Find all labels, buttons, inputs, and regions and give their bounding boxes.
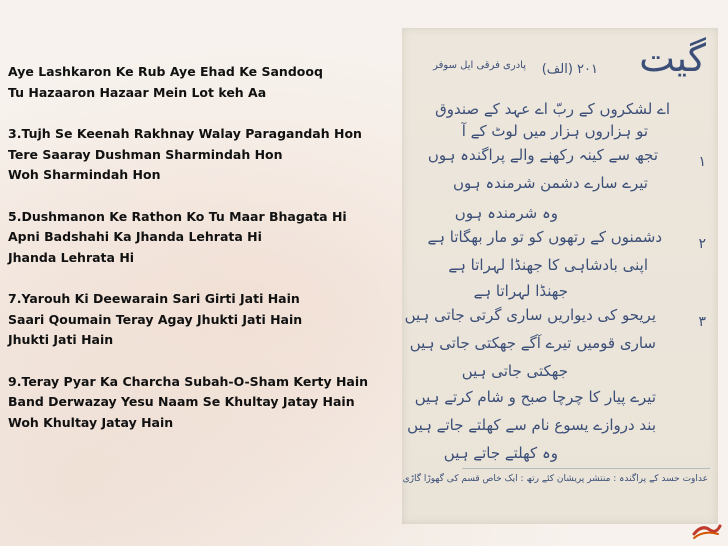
footer-divider	[462, 468, 710, 469]
hymn-number: ۲۰۱ (الف)	[541, 62, 598, 77]
lyric-line: Aye Lashkaron Ke Rub Aye Ehad Ke Sandooq	[8, 64, 323, 79]
urdu-line: یریحو کی دیواریں ساری گرتی جاتی ہیں	[404, 306, 656, 324]
lyric-line: Jhanda Lehrata Hi	[8, 249, 135, 265]
lyric-line: Band Derwazay Yesu Naam Se Khultay Jatay Hain	[8, 394, 355, 409]
urdu-line: ساری قومیں تیرے آگے جھکتی جاتی ہیں	[409, 334, 656, 352]
urdu-line: جھکتی جاتی ہیں	[461, 362, 568, 380]
slideshare-logo-icon	[692, 520, 722, 540]
urdu-line: اپنی بادشاہی کا جھنڈا لہراتا ہے	[448, 256, 648, 274]
lyric-line: Jhukti Jati Hain	[8, 332, 114, 347]
lyric-line: Tu Hazaaron Hazaar Mein Lot keh Aa	[8, 84, 267, 100]
urdu-line: تیرے پیار کا چرچا صبح و شام کرتے ہیں	[414, 388, 656, 406]
urdu-line: تجھ سے کینہ رکھنے والے پراگندہ ہوں	[427, 146, 658, 164]
urdu-line: بند دروازے یسوع نام سے کھلتے جاتے ہیں	[407, 416, 656, 434]
urdu-line: تیرے سارے دشمن شرمندہ ہوں	[453, 174, 648, 192]
urdu-line: دشمنوں کے رتھوں کو تو مار بھگاتا ہے	[427, 228, 662, 246]
lyrics-text-block	[8, 62, 403, 433]
lyric-line: Woh Sharmindah Hon	[8, 167, 161, 182]
stanza-number: ۳	[698, 314, 706, 330]
footnote: عداوت حسد کے پراگندہ : منتشر پریشان کئے رتھ : ایک خاص قسم کی گھوڑا گاڑی	[402, 474, 708, 484]
lyric-line: 9.Teray Pyar Ka Charcha Subah-O-Sham Kerty Hain	[8, 373, 369, 389]
lyric-line: 5.Dushmanon Ke Rathon Ko Tu Maar Bhagata Hi	[8, 208, 347, 224]
urdu-line: وہ کھلتے جاتے ہیں	[443, 444, 558, 462]
stanza-number: ۲	[698, 236, 706, 252]
lyric-line: Tere Saaray Dushman Sharmindah Hon	[8, 146, 283, 162]
urdu-line: جھنڈا لہراتا ہے	[473, 282, 568, 300]
lyric-line: Saari Qoumain Teray Agay Jhukti Jati Hain	[8, 311, 303, 327]
urdu-line: اے لشکروں کے ربّ اے عہد کے صندوق	[435, 100, 670, 118]
lyric-line: Apni Badshahi Ka Jhanda Lehrata Hi	[8, 229, 262, 244]
scanned-urdu-hymn-page	[402, 28, 718, 524]
hymn-author: پادری فرقی ایل سوفر	[433, 60, 526, 71]
lyric-line: Woh Khultay Jatay Hain	[8, 414, 174, 430]
urdu-line: تو ہزاروں ہزار میں لوٹ کے آ	[461, 122, 648, 140]
lyric-line: 7.Yarouh Ki Deewarain Sari Girti Jati Hain	[8, 291, 300, 306]
stanza-number: ۱	[698, 154, 706, 170]
urdu-line: وہ شرمندہ ہوں	[454, 204, 558, 222]
lyric-line: 3.Tujh Se Keenah Rakhnay Walay Paragandah Hon	[8, 126, 362, 141]
hymn-title: گیت	[639, 36, 706, 80]
